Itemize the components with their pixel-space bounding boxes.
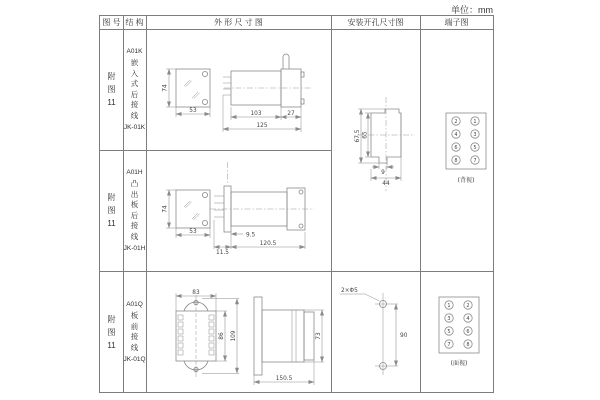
- svg-text:1: 1: [473, 118, 477, 125]
- svg-text:1: 1: [447, 302, 451, 309]
- svg-text:5: 5: [473, 144, 477, 151]
- svg-text:2: 2: [466, 302, 470, 309]
- dim-label: 67.5: [355, 129, 361, 143]
- dim-label: 11.5: [216, 250, 229, 256]
- front-view: [163, 69, 211, 117]
- code-label: JK-01H: [123, 245, 146, 252]
- figure-no-a01h: 附 图 11: [107, 193, 116, 228]
- structure-a01k: A01K 嵌 入 式 后 接 线 JK-01K: [123, 29, 146, 150]
- svg-text:8: 8: [466, 341, 470, 348]
- outline-drawing-a01k: [146, 29, 331, 150]
- outline-drawing-a01q: [146, 271, 331, 393]
- code-label: JK-01Q: [123, 356, 146, 363]
- svg-text:3: 3: [473, 131, 477, 138]
- svg-text:8: 8: [454, 157, 458, 164]
- side-view: [210, 162, 314, 256]
- dim-label: 44: [382, 181, 390, 187]
- model-label: A01H: [126, 169, 143, 176]
- header-structure: 结 构: [125, 18, 144, 27]
- model-label: A01Q: [126, 301, 143, 308]
- side-view: [254, 297, 324, 385]
- hole-pattern: [340, 288, 408, 375]
- dim-label: 83: [192, 290, 200, 296]
- terminal-diagram-back: [420, 29, 493, 271]
- terminal-circles: [452, 117, 479, 164]
- dim-label: 150.5: [275, 376, 293, 382]
- structure-a01h: A01H 凸 出 板 后 接 线 JK-01H: [123, 150, 146, 271]
- dim-label: 74: [162, 205, 169, 213]
- view-caption: (背视): [457, 177, 475, 184]
- view-caption: (面视): [450, 360, 468, 367]
- spec-table: [99, 15, 494, 393]
- side-view: [223, 54, 312, 132]
- svg-text:4: 4: [466, 315, 470, 322]
- dim-label: 103: [250, 111, 262, 117]
- dim-label: 27: [287, 111, 295, 117]
- header-terminal: 端子图: [444, 18, 469, 27]
- model-label: A01K: [126, 48, 143, 55]
- dim-label: 53: [189, 108, 197, 114]
- dim-label: 9: [381, 170, 385, 176]
- outline-drawing-a01h: [146, 150, 331, 271]
- svg-text:2: 2: [454, 118, 458, 125]
- figure-no-a01q: 附 图 11: [107, 314, 116, 350]
- terminal-diagram-front: [420, 271, 493, 393]
- dim-label: 73: [316, 332, 322, 340]
- dim-label: 53: [189, 229, 197, 235]
- cutout-profile: [355, 97, 415, 191]
- mounting-holes-drawing: [331, 271, 420, 393]
- code-label: JK-01K: [123, 124, 146, 131]
- svg-text:6: 6: [454, 144, 458, 151]
- dim-label: 120.5: [259, 241, 277, 247]
- dim-label: 74: [162, 84, 169, 92]
- header-mounting: 安装开孔尺寸图: [347, 18, 404, 27]
- svg-text:7: 7: [447, 341, 451, 348]
- svg-text:5: 5: [447, 328, 451, 335]
- hole-size-label: 2×Φ5: [341, 288, 358, 294]
- svg-text:4: 4: [454, 131, 458, 138]
- unit-label: 单位：mm: [451, 5, 493, 15]
- mounting-cutout-drawing: [331, 29, 420, 271]
- structure-a01q: A01Q 板 前 接 线 JK-01Q: [123, 271, 146, 393]
- dim-label: 9.5: [246, 232, 256, 239]
- svg-text:7: 7: [473, 157, 477, 164]
- terminal-circles: [445, 301, 472, 348]
- svg-text:6: 6: [466, 328, 470, 335]
- dim-label: 109: [231, 330, 237, 342]
- dim-label: 90: [400, 333, 408, 339]
- figure-no-a01k: 附 图 11: [107, 72, 116, 107]
- dim-label: 125: [256, 123, 268, 129]
- front-view: [176, 290, 239, 377]
- header-figure: 图 号: [102, 18, 121, 27]
- header-outline: 外 形 尺 寸 图: [214, 18, 263, 27]
- dim-label: 86: [219, 332, 225, 340]
- dim-label: 65: [362, 131, 369, 139]
- front-view: [163, 190, 211, 238]
- svg-text:3: 3: [447, 315, 451, 322]
